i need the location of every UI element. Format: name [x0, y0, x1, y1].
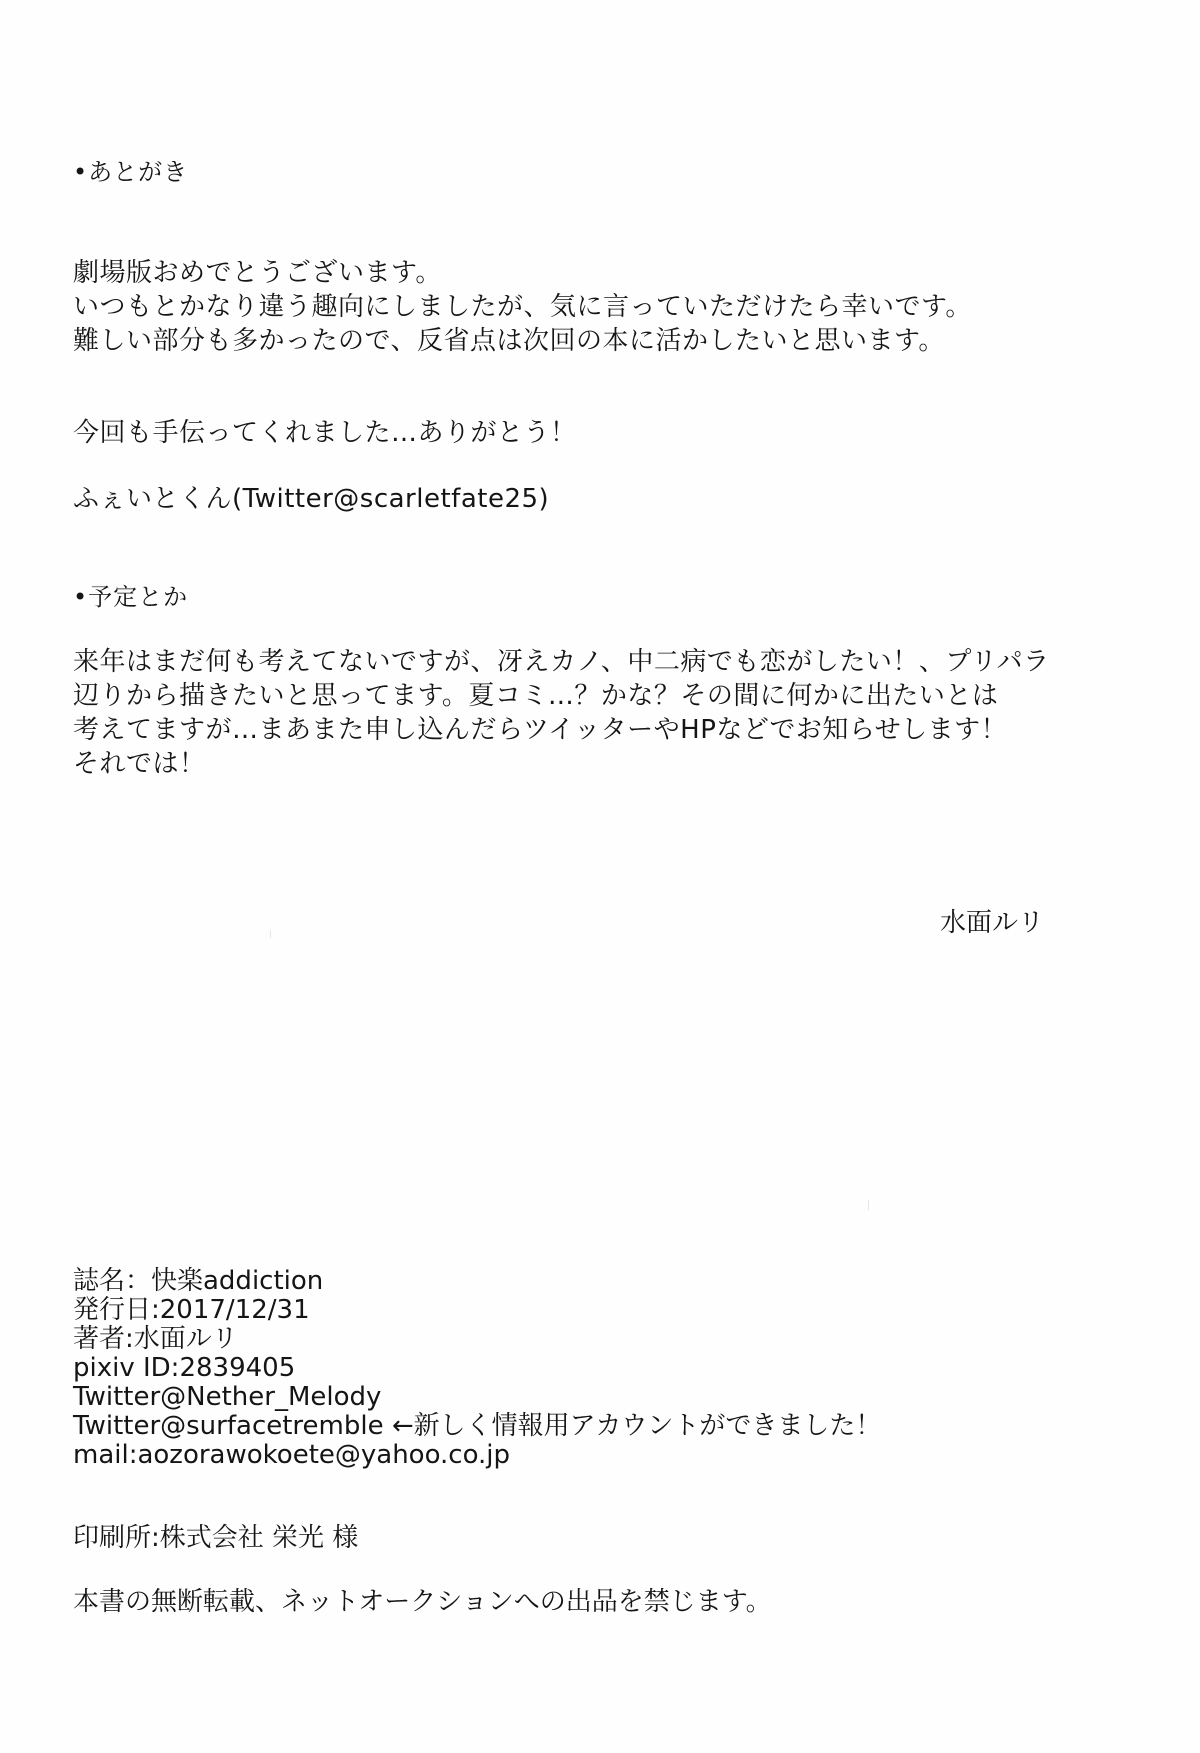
afterword-heading: •あとがき [73, 158, 189, 186]
colophon-author: 著者:水面ルリ [73, 1324, 238, 1354]
afterword-paragraph [73, 256, 972, 358]
schedule-line: 考えてますが…まあまた申し込んだらツイッターやHPなどでお知らせします！ [73, 715, 1008, 745]
colophon-pixiv: pixiv ID:2839405 [73, 1353, 296, 1383]
colophon-mail: mail:aozorawokoete@yahoo.co.jp [73, 1440, 511, 1470]
colophon-twitter-info: Twitter@surfacetremble ←新しく情報用アカウントができました！ [73, 1411, 882, 1441]
scan-speck [270, 930, 271, 938]
thanks-line: 今回も手伝ってくれました…ありがとう！ [73, 418, 577, 448]
afterword-line: いつもとかなり違う趣向にしましたが、気に言っていただけたら幸いです。 [73, 292, 972, 322]
colophon-title: 誌名：快楽addiction [73, 1266, 324, 1296]
schedule-paragraph [73, 645, 1050, 781]
afterword-line: 劇場版おめでとうございます。 [73, 258, 442, 288]
afterword-line: 難しい部分も多かったので、反省点は次回の本に活かしたいと思います。 [73, 326, 945, 356]
colophon-date: 発行日:2017/12/31 [73, 1295, 310, 1325]
colophon-notice: 本書の無断転載、ネットオークションへの出品を禁じます。 [73, 1587, 772, 1617]
author-signature: 水面ルリ [940, 908, 1045, 938]
colophon-twitter-main: Twitter@Nether_Melody [73, 1382, 382, 1412]
schedule-line: それでは！ [73, 749, 206, 779]
colophon [73, 1267, 881, 1470]
schedule-heading: •予定とか [73, 583, 189, 611]
schedule-line: 辺りから描きたいと思ってます。夏コミ…？かな？その間に何かに出たいとは [73, 681, 999, 711]
scan-speck [868, 1200, 869, 1210]
helper-credit: ふぇいとくん(Twitter@scarletfate25) [73, 484, 550, 514]
colophon-printer: 印刷所:株式会社 栄光 様 [73, 1523, 359, 1553]
schedule-line: 来年はまだ何も考えてないですが、冴えカノ、中二病でも恋がしたい！、プリパラ [73, 647, 1050, 677]
